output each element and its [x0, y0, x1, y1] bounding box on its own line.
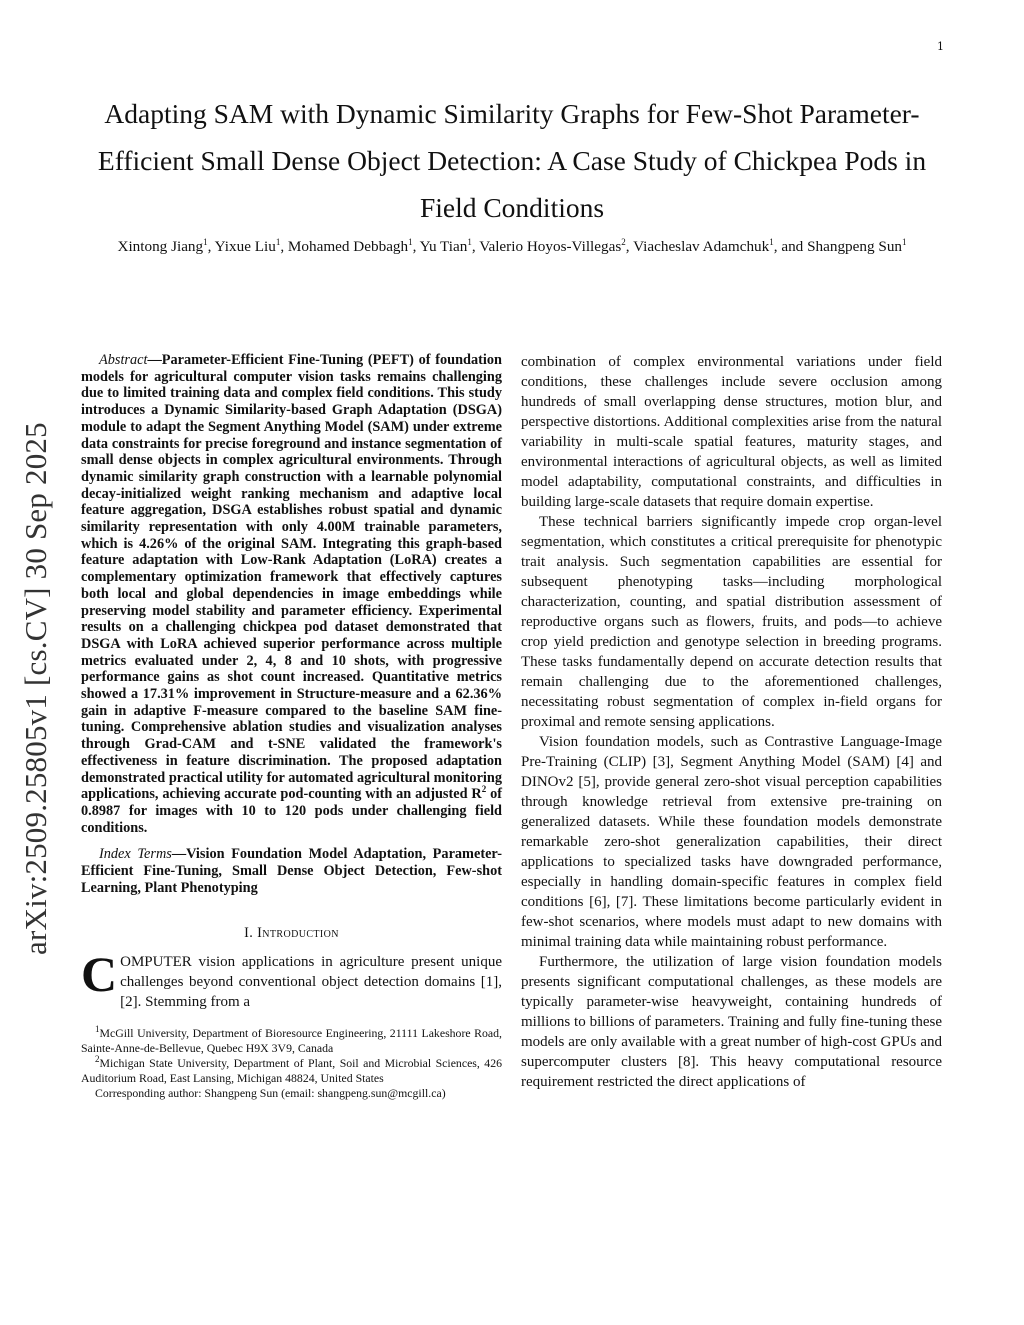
affiliation-mark: 1	[408, 236, 413, 247]
page-number: 1	[937, 40, 944, 53]
author-list	[90, 236, 934, 258]
author-name: Valerio Hoyos-Villegas	[479, 238, 622, 255]
section-title: Introduction	[257, 924, 339, 941]
left-column	[81, 352, 502, 1101]
section-heading	[81, 925, 502, 942]
footnotes	[81, 1023, 502, 1101]
index-terms-text: Vision Foundation Model Adaptation, Parameter-Efficient Fine-Tuning, Small Dense Object Detection, Few-shot Learning, Plant Phenotyping	[81, 846, 502, 896]
abstract-label: Abstract	[99, 352, 148, 368]
body-paragraph: These technical barriers significantly impede crop organ-level segmentation, which constitutes a critical prerequisite for phenotypic trait analysis. Such segmentation capabilities are essential for subsequent phenotyping tasks—including morphological characterization, counting, and spatial distribution assessment of reproductive organs such as flowers, fruits, and pods—to achieve crop yield prediction and genotype selection in breeding programs. These tasks fundamentally depend on accurate detection results that remain challenging due to the aforementioned challenges, necessitating robust segmentation of complex in-field organs for proximal and remote sensing applications.	[521, 514, 942, 730]
abstract	[81, 352, 502, 836]
separator: ,	[207, 238, 215, 255]
abstract-text-end: of 0.8987 for images with 10 to 120 pods under challenging field conditions.	[81, 786, 502, 836]
separator: ,	[471, 238, 480, 255]
r2-superscript: 2	[481, 784, 487, 795]
footnote-1	[81, 1023, 502, 1056]
abstract-dash: —	[147, 352, 162, 368]
body-paragraph: Furthermore, the utilization of large vision foundation models presents significant computational challenges, as these models are typically parameter-wise heavyweight, containing hundreds of millions to billions of parameters. Training and fully fine-tuning these models are only available with a great number of high-cost GPUs and supercomputer clusters [8]. This heavy computational resource requirement restricted the direct applications of	[521, 954, 942, 1090]
intro-smallcaps: OMPUTER	[120, 953, 192, 970]
footnote-text: McGill University, Department of Bioresource Engineering, 21111 Lakeshore Road, Sainte-Anne-de-Bellevue, Quebec H9X 3V9, Canada	[81, 1025, 502, 1055]
affiliation-mark: 1	[902, 236, 907, 247]
separator: , and	[773, 238, 808, 255]
author-name: Xintong Jiang	[117, 238, 204, 255]
footnote-corresponding: Corresponding author: Shangpeng Sun (email: shangpeng.sun@mcgill.ca)	[95, 1085, 446, 1100]
intro-paragraph	[81, 945, 502, 1012]
footnote-text: Michigan State University, Department of Plant, Soil and Microbial Sciences, 426 Auditorium Road, East Lansing, Michigan 48824, United States	[81, 1055, 502, 1085]
author-name: Viacheslav Adamchuk	[633, 238, 770, 255]
index-terms-dash: —	[171, 846, 187, 863]
intro-text: vision applications in agriculture present unique challenges beyond conventional object detection domains [1], [2]. Stemming from a	[120, 953, 502, 1010]
arxiv-identifier[interactable]: arXiv:2509.25805v1 [cs.CV] 30 Sep 2025	[18, 422, 53, 955]
author-name: Shangpeng Sun	[807, 238, 902, 255]
paper-title: Adapting SAM with Dynamic Similarity Graphs for Few-Shot Parameter-Efficient Small Dense Object Detection: A Case Study of Chickpea Pods in Field Conditions	[97, 98, 927, 223]
footnote-2	[81, 1053, 502, 1086]
right-column	[521, 352, 942, 1092]
separator: ,	[625, 238, 634, 255]
author-name: Yu Tian	[419, 238, 468, 255]
affiliation-mark: 1	[467, 236, 472, 247]
affiliation-mark: 1	[769, 236, 774, 247]
footnote-mark: 1	[95, 1023, 100, 1034]
index-terms	[81, 846, 502, 896]
separator: ,	[412, 238, 420, 255]
footnote-mark: 2	[95, 1053, 100, 1064]
drop-cap: C	[81, 945, 118, 1002]
body-paragraph: combination of complex environmental variations under field conditions, these challenges include severe occlusion among hundreds of small overlapping dense structures, motion blur, and perspective distortions. Additional complexities arise from the natural variability in multi-scale spatial features, maturity stages, and environmental interactions of agricultural objects, as well as limited model adaptability, computational constraints, and difficulties in building large-scale datasets that require domain expertise.	[521, 354, 942, 510]
section-number: I.	[244, 924, 258, 941]
affiliation-mark: 2	[621, 236, 626, 247]
separator: ,	[280, 238, 288, 255]
author-name: Mohamed Debbagh	[287, 238, 409, 255]
author-name: Yixue Liu	[214, 238, 276, 255]
body-paragraph: Vision foundation models, such as Contrastive Language-Image Pre-Training (CLIP) [3], Segment Anything Model (SAM) [4] and DINOv2 [5], provide general zero-shot visual perception capabilities through knowledge retrieval from extensive pre-training on generalized datasets. While these foundation models demonstrate remarkable zero-shot generalization capabilities, their direct applications to specialized tasks have downgraded performance, especially in handling domain-specific features in complex field conditions [6], [7]. These limitations become particularly evident in few-shot scenarios, where models must adapt to new domains with minimal training data while maintaining robust performance.	[521, 734, 942, 950]
affiliation-mark: 1	[275, 236, 281, 247]
affiliation-mark: 1	[203, 236, 208, 247]
index-terms-label: Index Terms	[99, 846, 172, 863]
abstract-text: Parameter-Efficient Fine-Tuning (PEFT) of foundation models for agricultural computer vision tasks remains challenging due to limited training data and complex field conditions. This study introduces a Dynamic Similarity-based Graph Adaptation (DSGA) module to adapt the Segment Anything Model (SAM) under extreme data constraints for precise foreground and instance segmentation of small dense objects in complex agricultural environments. Through dynamic similarity graph construction with a learnable polynomial decay-initialized weight ranking mechanism and adaptive local feature aggregation, DSGA establishes robust spatial and dynamic similarity representation with only 4.00M trainable parameters, which is 4.26% of the original SAM. Integrating this graph-based feature adaptation with Low-Rank Adaptation (LoRA) creates a complementary optimization framework that effectively captures both local and global dependencies in image embeddings while preserving model stability and parameter efficiency. Experimental results on a challenging chickpea pod dataset demonstrated that DSGA with LoRA achieved superior performance across multiple metrics evaluated under 2, 4, 8 and 10 shots, with progressive performance gains as shot count increased. Quantitative metrics showed a 17.31% improvement in Structure-measure and a 62.36% gain in adaptive F-measure compared to the baseline SAM fine-tuning. Comprehensive ablation studies and visualization analyses through Grad-CAM and t-SNE validated the framework's effectiveness in feature discrimination. The proposed adaptation demonstrated practical utility for automated agricultural monitoring applications, achieving accurate pod-counting with an adjusted R	[81, 352, 502, 803]
